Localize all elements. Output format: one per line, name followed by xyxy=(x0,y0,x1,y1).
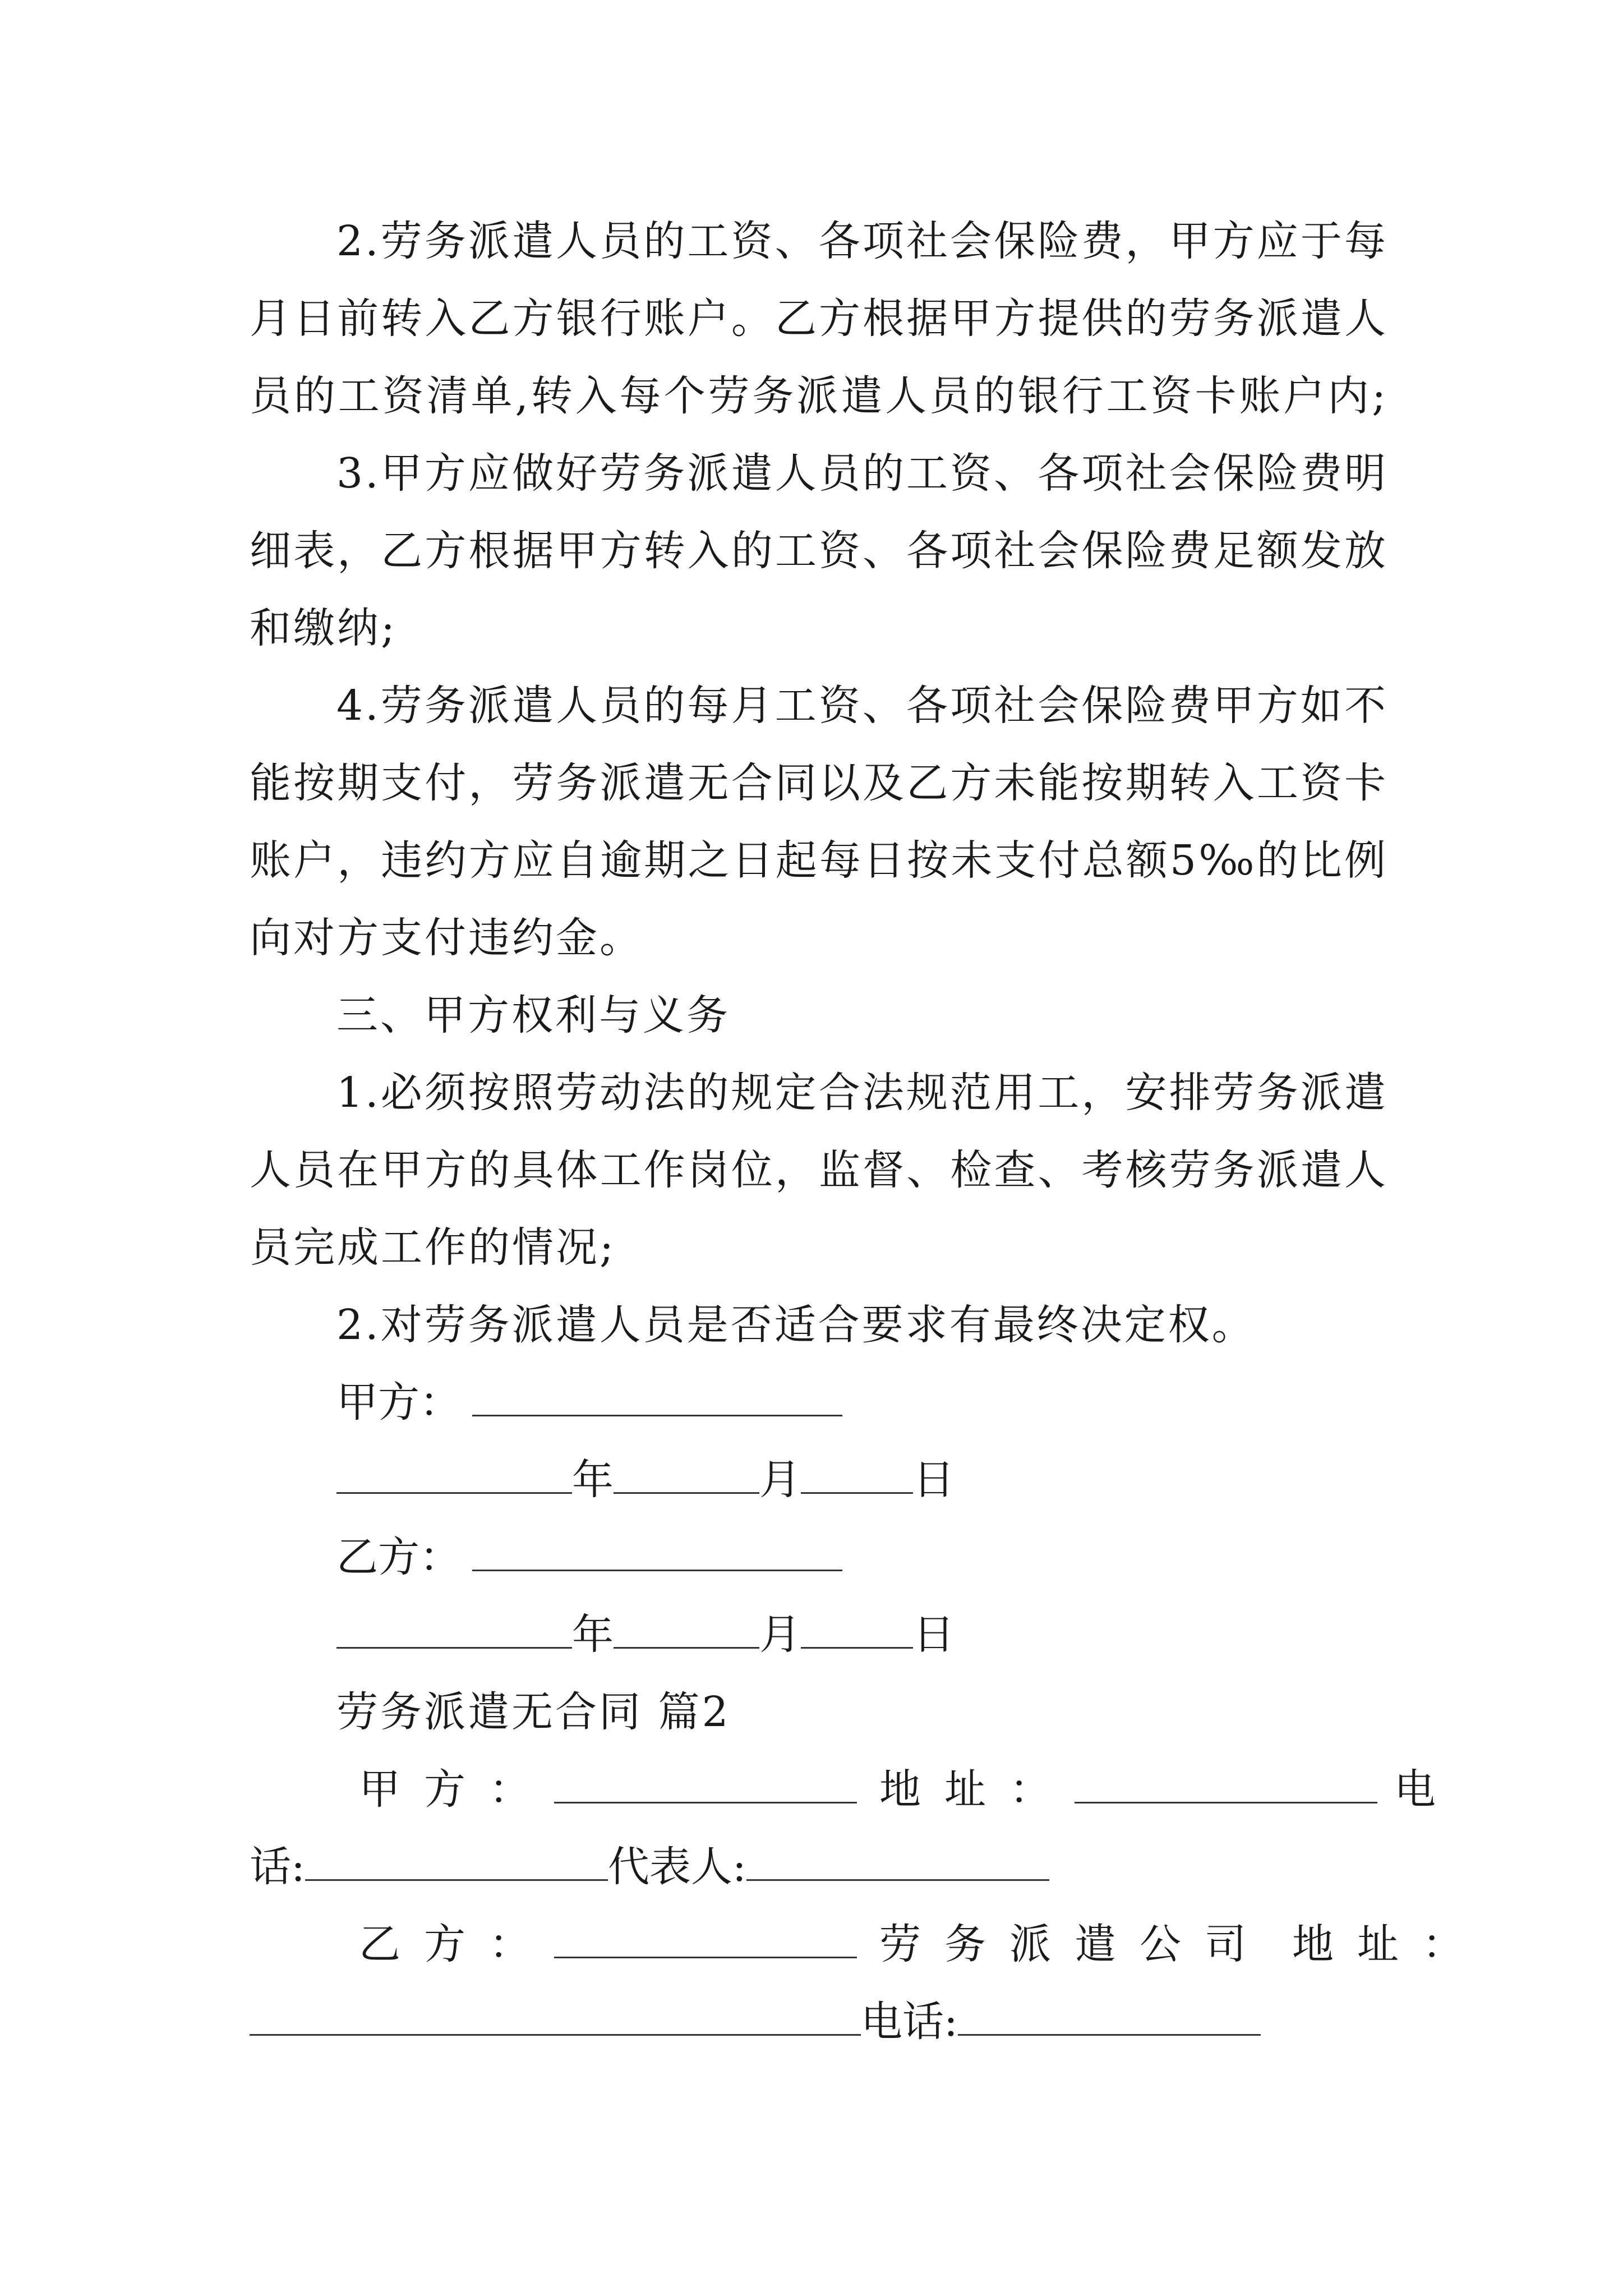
paragraph-line: 月日前转入乙方银行账户。乙方根据甲方提供的劳务派遣人 xyxy=(250,295,1388,343)
party-b-label: 乙方： xyxy=(336,1533,461,1581)
paragraph-line: 2.对劳务派遣人员是否适合要求有最终决定权。 xyxy=(336,1301,1256,1349)
paragraph-line: 2.劳务派遣人员的工资、各项社会保险费，甲方应于每 xyxy=(336,217,1388,265)
paragraph-line: 向对方支付违约金。 xyxy=(250,914,643,962)
month-blank xyxy=(614,1455,759,1494)
phone-label-end: 话: xyxy=(250,1843,305,1891)
party-a-date-row xyxy=(336,1452,955,1508)
contract2-party-b-phone-row xyxy=(250,1994,1261,2050)
year-blank xyxy=(336,1455,572,1494)
party-a-blank xyxy=(554,1765,857,1803)
day-label: 日 xyxy=(913,1611,955,1659)
month-blank xyxy=(614,1610,759,1649)
section-heading: 三、甲方权利与义务 xyxy=(336,991,730,1039)
month-label: 月 xyxy=(759,1611,801,1659)
address-label: 地址： xyxy=(879,1765,1075,1814)
year-label: 年 xyxy=(572,1456,614,1504)
address-blank xyxy=(250,1997,861,2036)
contract2-phone-row xyxy=(250,1839,1049,1895)
phone-label: 电话: xyxy=(861,1998,958,2046)
year-label: 年 xyxy=(572,1611,614,1659)
company-label: 劳务派遣公司 xyxy=(879,1920,1270,1968)
contract2-party-a-row xyxy=(359,1761,1436,1818)
address-label: 地址： xyxy=(1292,1920,1487,1968)
year-blank xyxy=(336,1610,572,1649)
party-b-signature-row xyxy=(336,1529,842,1585)
day-label: 日 xyxy=(913,1456,955,1504)
paragraph-line: 人员在甲方的具体工作岗位，监督、检查、考核劳务派遣人 xyxy=(250,1146,1388,1194)
paragraph-line: 员完成工作的情况; xyxy=(250,1223,616,1272)
party-a-signature-row xyxy=(336,1374,842,1430)
paragraph-line: 员的工资清单,转入每个劳务派遣人员的银行工资卡账户内; xyxy=(250,372,1388,420)
phone-label-start: 电 xyxy=(1394,1765,1436,1814)
paragraph-line: 细表，乙方根据甲方转入的工资、各项社会保险费足额发放 xyxy=(250,527,1388,575)
paragraph-line: 账户，违约方应自逾期之日起每日按未支付总额5‰的比例 xyxy=(250,836,1388,885)
representative-blank xyxy=(746,1842,1049,1881)
party-b-blank xyxy=(554,1920,857,1958)
party-b-label: 乙方： xyxy=(359,1920,554,1968)
contract2-party-b-row xyxy=(359,1916,1487,1972)
month-label: 月 xyxy=(759,1456,801,1504)
day-blank xyxy=(801,1610,913,1649)
party-b-blank xyxy=(472,1533,842,1571)
paragraph-line: 4.劳务派遣人员的每月工资、各项社会保险费甲方如不 xyxy=(336,682,1388,730)
paragraph-line: 3.甲方应做好劳务派遣人员的工资、各项社会保险费明 xyxy=(336,449,1388,498)
party-a-label: 甲方： xyxy=(336,1378,461,1427)
contract-title: 劳务派遣无合同 篇2 xyxy=(336,1688,731,1736)
address-blank xyxy=(1075,1765,1377,1803)
phone-blank xyxy=(958,1997,1261,2036)
paragraph-line: 能按期支付，劳务派遣无合同以及乙方未能按期转入工资卡 xyxy=(250,759,1388,807)
representative-label: 代表人: xyxy=(607,1843,746,1891)
paragraph-line: 和缴纳; xyxy=(250,604,397,652)
paragraph-line: 1.必须按照劳动法的规定合法规范用工，安排劳务派遣 xyxy=(336,1069,1388,1117)
party-a-label: 甲方： xyxy=(359,1765,554,1814)
party-b-date-row xyxy=(336,1607,955,1663)
party-a-blank xyxy=(472,1378,842,1416)
day-blank xyxy=(801,1455,913,1494)
phone-blank xyxy=(305,1842,608,1881)
